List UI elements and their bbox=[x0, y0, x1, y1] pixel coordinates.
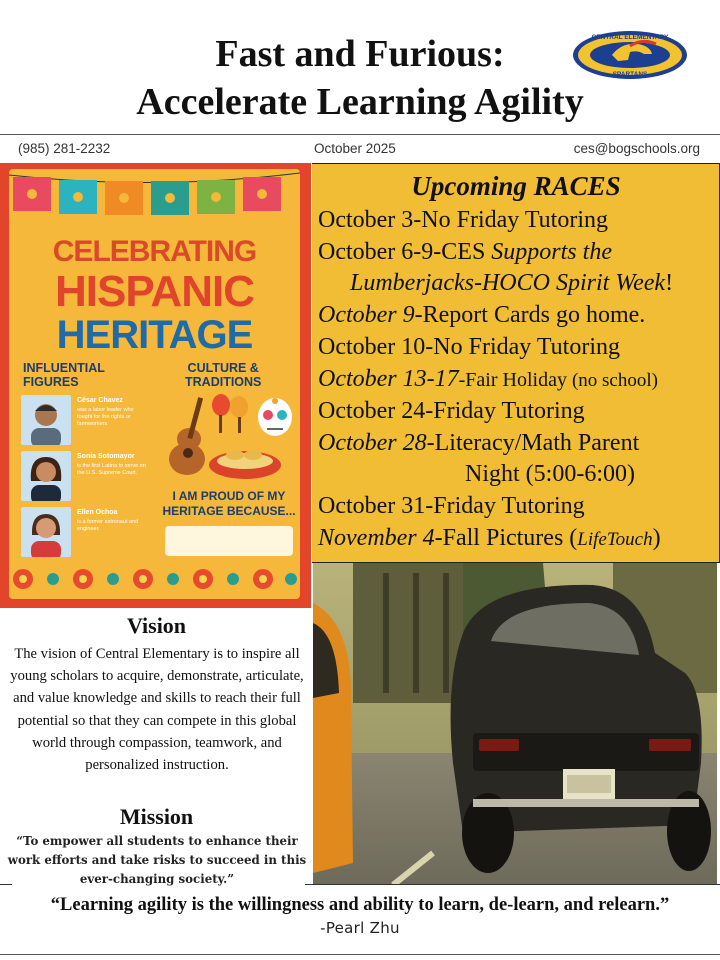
event-text: October 3-No Friday Tutoring bbox=[318, 207, 608, 233]
event-text: -Literacy/Math Parent bbox=[426, 430, 640, 456]
event-oct-9 bbox=[318, 300, 718, 330]
quote-author: -Pearl Zhu bbox=[320, 919, 400, 937]
figure-desc: is a former astronaut and engineer. bbox=[77, 519, 139, 532]
poster-heading-hispanic: HISPANIC bbox=[55, 267, 254, 316]
flower-border bbox=[9, 561, 300, 597]
event-date-italic: October 13-17 bbox=[318, 366, 459, 392]
event-oct-6-9-cont bbox=[350, 268, 720, 298]
vision-statement: The vision of Central Elementary is to inspire all young scholars to acquire, demonstrate, articulate, and value knowledge and skills to reach their full potential so that they can compete in this global world through compassion, teamwork, and personalized instruction. bbox=[10, 646, 304, 774]
event-text: October 10-No Friday Tutoring bbox=[318, 334, 620, 360]
logo-text: CENTRAL ELEMENTARY bbox=[591, 34, 669, 41]
phone-number: (985) 281-2232 bbox=[18, 141, 111, 156]
event-text: -Report Cards go home. bbox=[414, 302, 646, 328]
event-text: ) bbox=[652, 525, 661, 551]
figure-name: Sonia Sotomayor bbox=[77, 453, 135, 460]
proud-prompt bbox=[159, 489, 299, 519]
figure-name: César Chavez bbox=[77, 397, 123, 404]
figure-card-cesar-chavez bbox=[21, 395, 153, 445]
figure-card-sonia-sotomayor bbox=[21, 451, 153, 501]
poster-heading-celebrating: CELEBRATING bbox=[52, 235, 257, 268]
cesar-chavez-portrait bbox=[21, 395, 71, 445]
email-address: ces@bogschools.org bbox=[573, 141, 700, 156]
event-text-italic: Lumberjacks-HOCO Spirit Week bbox=[350, 270, 666, 296]
event-text: -Fall Pictures ( bbox=[434, 525, 578, 551]
racing-cars-photo bbox=[313, 563, 717, 885]
info-bar bbox=[0, 139, 720, 159]
figure-name: Ellen Ochoa bbox=[77, 509, 118, 516]
figure-desc: is the first Latina to serve on the U.S. Supreme Court. bbox=[77, 463, 146, 476]
upcoming-races-panel bbox=[312, 163, 720, 563]
subhead-line: CULTURE & bbox=[187, 361, 259, 375]
event-text-italic: Supports the bbox=[491, 239, 612, 265]
event-oct-31 bbox=[318, 491, 718, 521]
event-oct-24 bbox=[318, 396, 718, 426]
event-oct-10 bbox=[318, 332, 718, 362]
papel-picado-banner bbox=[9, 169, 300, 231]
event-date: October 6-9-CES bbox=[318, 239, 492, 265]
header-rule bbox=[0, 134, 720, 135]
ellen-ochoa-portrait bbox=[21, 507, 71, 557]
event-nov-4 bbox=[318, 523, 718, 555]
guitar-icon bbox=[169, 397, 205, 475]
races-title: Upcoming RACES bbox=[411, 171, 621, 201]
title-line-1: Fast and Furious: bbox=[215, 33, 505, 75]
subhead-line: FIGURES bbox=[23, 375, 79, 389]
event-date-italic: October 9 bbox=[318, 302, 415, 328]
event-date-italic: November 4 bbox=[318, 525, 435, 551]
poster-heading-heritage: HERITAGE bbox=[56, 313, 253, 357]
event-text: -Fair Holiday bbox=[458, 369, 572, 391]
event-text: ! bbox=[665, 270, 674, 296]
tamales-icon bbox=[209, 450, 281, 479]
mission-heading: Mission bbox=[119, 804, 194, 829]
culture-traditions-subhead bbox=[185, 361, 261, 389]
event-oct-28-cont bbox=[465, 459, 720, 489]
figure-desc: was a labor leader who fought for the rights or farmworkers bbox=[77, 407, 134, 427]
hispanic-heritage-poster bbox=[0, 163, 311, 608]
event-oct-13-17 bbox=[318, 364, 718, 396]
spartans-logo bbox=[572, 30, 688, 80]
influential-figures-subhead bbox=[23, 361, 105, 389]
mission-statement: “To empower all students to enhance their work efforts and take risks to succeed in this ever-changing society.” bbox=[7, 834, 307, 886]
proud-line: HERITAGE BECAUSE... bbox=[162, 504, 296, 518]
issue-date: October 2025 bbox=[314, 141, 396, 156]
subhead-line: TRADITIONS bbox=[185, 375, 262, 389]
mission-rule-right bbox=[305, 884, 720, 885]
culture-illustration bbox=[159, 387, 299, 487]
subhead-line: INFLUENTIAL bbox=[23, 361, 105, 375]
sugar-skull-icon bbox=[258, 398, 292, 436]
mission-rule-left bbox=[0, 884, 12, 885]
logo-subtext: SPARTANS bbox=[612, 71, 648, 78]
answer-box bbox=[165, 526, 293, 556]
event-text: Night (5:00-6:00) bbox=[465, 461, 635, 487]
event-oct-28 bbox=[318, 428, 718, 458]
event-text: October 31-Friday Tutoring bbox=[318, 493, 585, 519]
footer-rule bbox=[0, 954, 720, 955]
event-oct-3 bbox=[318, 205, 718, 235]
event-text: October 24-Friday Tutoring bbox=[318, 398, 585, 424]
poster-inner bbox=[9, 169, 300, 599]
event-date-italic: October 28 bbox=[318, 430, 427, 456]
maracas-icon bbox=[212, 394, 248, 433]
event-note-italic: LifeTouch bbox=[577, 529, 653, 550]
proud-line: I AM PROUD OF MY bbox=[172, 489, 286, 503]
sonia-sotomayor-portrait bbox=[21, 451, 71, 501]
event-note: (no school) bbox=[571, 370, 658, 391]
vision-heading: Vision bbox=[126, 613, 187, 638]
figure-card-ellen-ochoa bbox=[21, 507, 153, 557]
event-oct-6-9 bbox=[318, 237, 718, 267]
title-line-2: Accelerate Learning Agility bbox=[136, 81, 584, 123]
learning-agility-quote: “Learning agility is the willingness and ability to learn, de-learn, and relearn.” bbox=[50, 895, 670, 915]
